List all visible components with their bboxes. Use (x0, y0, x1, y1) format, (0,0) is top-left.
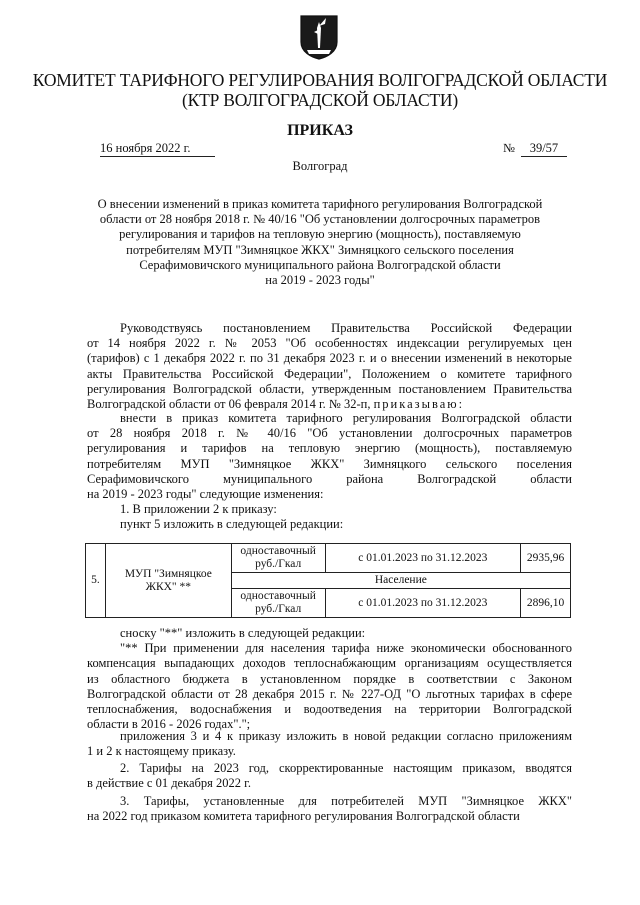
amend-line: от 28 ноября 2018 г. № 40/16 "Об установлении долгосрочных параметров (87, 426, 572, 441)
footnote-line: Волгоградской области от 28 декабря 2015 г. № 227-ОД "О льготных тарифах в сфере (87, 686, 572, 701)
amend-paragraph (87, 411, 572, 533)
city: Волгоград (292, 159, 348, 173)
table-row (86, 544, 571, 573)
annex-line: 1 и 2 к настоящему приказу. (87, 744, 236, 759)
order-subject (70, 197, 570, 288)
subject-line: потребителям МУП "Зимняцкое ЖКХ" Зимняцкого сельского поселения (126, 242, 514, 257)
amend-line: Серафимовичского муниципального района Волгоградской области (87, 471, 572, 486)
subject-line: регулирования и тарифов на тепловую энергию (мощность), поставляемую (119, 227, 521, 242)
item-1-sub: пункт 5 изложить в следующей редакции: (120, 517, 344, 532)
annex-line: приложения 3 и 4 к приказу изложить в новой редакции согласно приложениям (120, 729, 572, 743)
order-date: 16 ноября 2022 г. (100, 140, 215, 157)
basis-line: (тарифов) с 1 декабря 2022 г. по 31 декабря 2023 г. и о внесении изменений в некоторые (87, 351, 572, 366)
subject-line: О внесении изменений в приказ комитета тарифного регулирования Волгоградской (97, 197, 543, 211)
item-3-line: на 2022 год приказом комитета тарифного регулирования Волгоградской области (87, 809, 520, 824)
footnote-paragraph (87, 626, 572, 732)
unit-cell: одноставочный руб./Гкал (231, 589, 325, 618)
footnote-line: компенсация выпадающих доходов теплоснабжающим организациям осуществляется (87, 656, 572, 671)
subject-line: области от 28 ноября 2018 г. № 40/16 "Об установлении долгосрочных параметров (99, 212, 541, 227)
unit-cell: одноставочный руб./Гкал (231, 544, 325, 573)
footnote-line: области в 2016 - 2026 годах"."; (87, 717, 251, 732)
amend-line: потребителям МУП "Зимняцкое ЖКХ" Зимняцкого сельского поселения (87, 456, 572, 471)
committee-abbr: (КТР ВОЛГОГРАДСКОЙ ОБЛАСТИ) (182, 90, 458, 110)
footnote-line: из областного бюджета в установленном порядке в соответствии с Законом (87, 671, 572, 686)
amend-line: регулирования и тарифов на тепловую энергию (мощность), поставляемую (87, 441, 572, 456)
order-word: приказываю: (373, 397, 465, 412)
doc-type-title: ПРИКАЗ (287, 122, 353, 139)
footnote-line: теплоснабжения, водоснабжения и водоотведения на территории Волгоградской (87, 702, 572, 717)
value-cell: 2935,96 (521, 544, 571, 573)
basis-line: Волгоградской области от 06 февраля 2014 г. № 32-п, (87, 397, 371, 412)
basis-paragraph (87, 321, 572, 412)
amend-line: на 2019 - 2023 годы" следующие изменения: (87, 487, 324, 502)
tariff-table (85, 543, 571, 618)
basis-line: акты Правительства Российской Федерации", Положением о комитете тарифного (87, 366, 572, 381)
basis-line: регулирования Волгоградской области, утвержденным постановлением Правительства (87, 381, 572, 396)
item-3-paragraph (87, 794, 572, 824)
item-1: 1. В приложении 2 к приказу: (120, 502, 277, 517)
value-cell: 2896,10 (521, 589, 571, 618)
committee-name: КОМИТЕТ ТАРИФНОГО РЕГУЛИРОВАНИЯ ВОЛГОГРАДСКОЙ ОБЛАСТИ (32, 70, 608, 90)
basis-line: Руководствуясь постановлением Правительства Российской Федерации (120, 321, 572, 335)
footnote-line: "** При применении для населения тарифа ниже экономически обоснованного (120, 641, 572, 656)
volgograd-emblem-icon (299, 14, 339, 60)
order-number-block (503, 140, 567, 157)
row-number-cell: 5. (86, 544, 106, 618)
annex-paragraph (87, 729, 572, 759)
item-3-line: 3. Тарифы, установленные для потребителей МУП "Зимняцкое ЖКХ" (120, 794, 572, 808)
basis-line: от 14 ноября 2022 г. № 2053 "Об особенностях индексации регулируемых цен (87, 336, 572, 351)
subject-line: Серафимовичского муниципального района Волгоградской области (139, 257, 501, 272)
amend-line: внести в приказ комитета тарифного регулирования Волгоградской области (120, 411, 572, 425)
item-2-line: 2. Тарифы на 2023 год, скорректированные настоящим приказом, вводятся (120, 761, 572, 775)
number-sign: № (503, 141, 515, 155)
item-2-line: в действие с 01 декабря 2022 г. (87, 776, 251, 791)
period-cell: с 01.01.2023 по 31.12.2023 (325, 544, 520, 573)
period-cell: с 01.01.2023 по 31.12.2023 (325, 589, 520, 618)
footnote-intro: сноску "**" изложить в следующей редакции: (120, 626, 366, 640)
population-header-cell: Население (231, 573, 570, 589)
organization-cell: МУП "Зимняцкое ЖКХ" ** (105, 544, 231, 618)
item-2-paragraph (87, 761, 572, 791)
subject-line: на 2019 - 2023 годы" (265, 273, 375, 288)
order-number: 39/57 (521, 140, 567, 157)
